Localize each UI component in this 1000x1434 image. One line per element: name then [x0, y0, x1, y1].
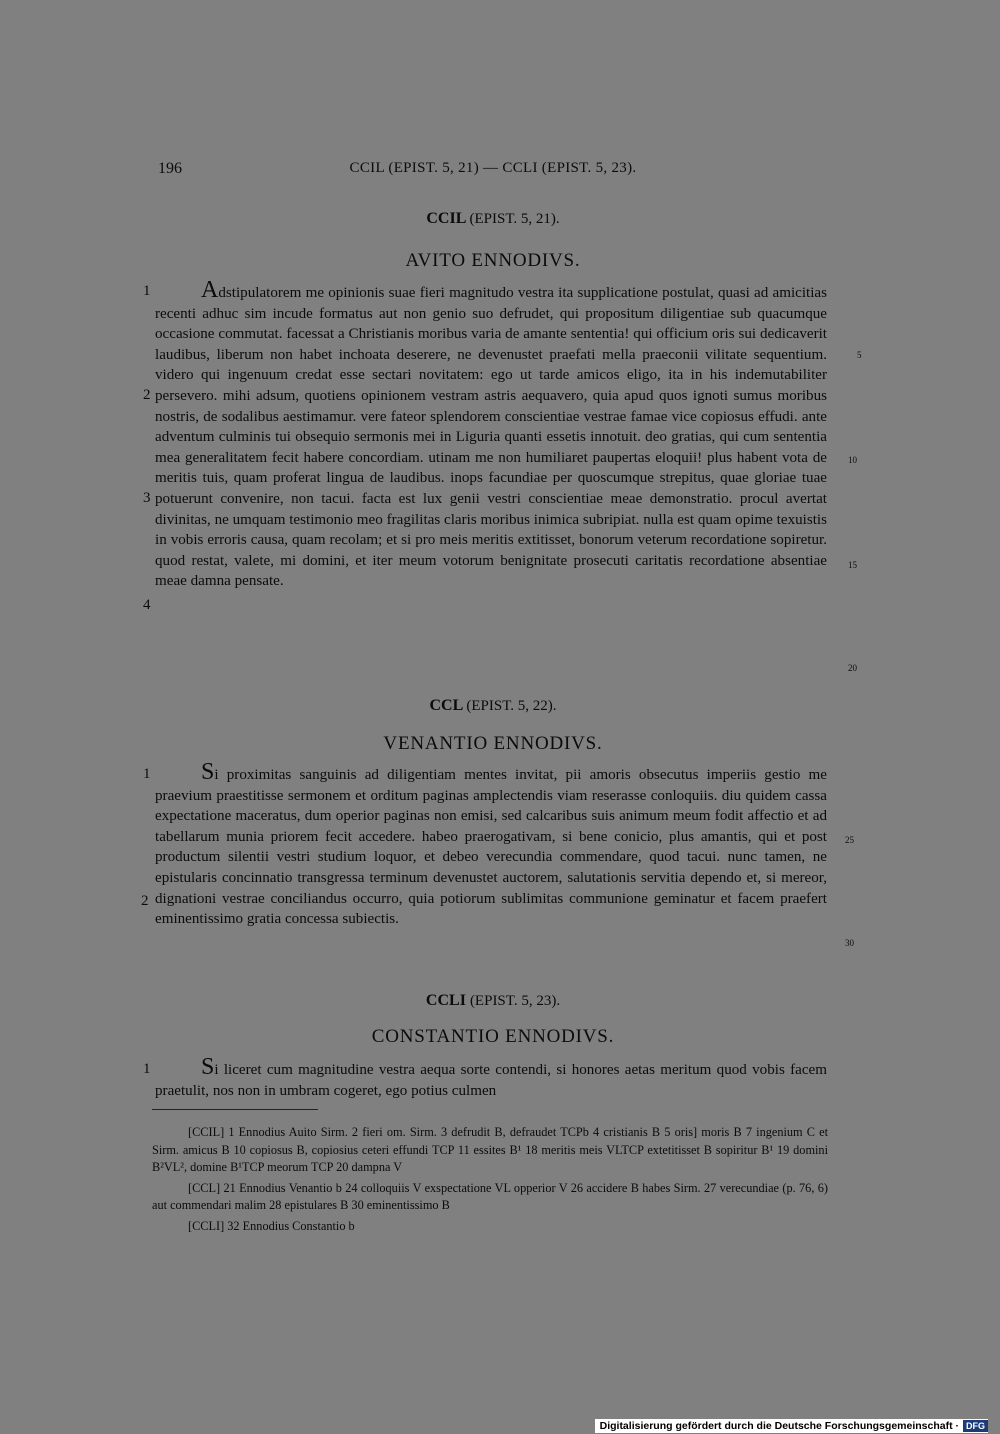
paragraph-marker: 1	[143, 283, 151, 299]
footnotes	[152, 1124, 828, 1235]
section-title: CONSTANTIO ENNODIVS.	[371, 1026, 615, 1047]
running-title: CCIL (EPIST. 5, 21) — CCLI (EPIST. 5, 23).	[349, 160, 637, 176]
page-header	[158, 160, 828, 182]
paragraph-marker: 1	[143, 766, 151, 782]
dfg-logo-icon: DFG	[963, 1420, 988, 1432]
section-number	[158, 992, 828, 1010]
digitization-footer	[595, 1419, 988, 1433]
line-number: 25	[845, 835, 854, 845]
drop-cap: A	[201, 277, 219, 303]
paragraph-marker: 2	[141, 893, 149, 909]
line-number: 20	[848, 663, 857, 673]
footnote-block: [CCLI] 32 Ennodius Constantio b	[188, 1218, 355, 1233]
section-roman: CCIL	[426, 210, 466, 227]
footnote-rule	[152, 1109, 318, 1110]
page-number: 196	[158, 160, 182, 177]
line-number: 10	[848, 455, 857, 465]
letter-text	[155, 1054, 827, 1101]
section-roman: CCL	[429, 697, 463, 714]
drop-cap: S	[201, 1054, 215, 1080]
section-title: VENANTIO ENNODIVS.	[383, 733, 603, 754]
section-number	[158, 697, 828, 715]
drop-cap: S	[201, 759, 215, 785]
letter-body: i liceret cum magnitudine vestra aequa sorte contendi, si honores aetas meritum quod vobis facem praetulit, nos non in umbram cogeret, ego potius culmen	[155, 1062, 827, 1099]
paragraph-marker: 1	[143, 1061, 151, 1077]
section-title: AVITO ENNODIVS.	[405, 250, 581, 271]
section-roman: CCLI	[425, 992, 466, 1009]
letter-body: dstipulatorem me opinionis suae fieri magnitudo vestra ita supplicatione postulat, quasi ad amicitias recenti adhuc sim incude formatus aut non genio suo defrudet, qui propositum diligentiae sub quacumque occasione commutat. facessat a Christianis moribus varia de amante sententia! qui officium oris sui dedicaverit laudibus, liberum non habet inchoata deserere, ne devenustet praefati mella praeconii vilitate sequentium. videro qui ingenuum credat esse sectari novitatem: ego ut tarde amicos eligo, ita in his indemutabiliter persevero. mihi adsum, quotiens opinionem vestram astris aequavero, quia apud quos ignoti sumus moribus nostris, de sodalibus aestimamur. vere fateor splendorem conscientiae vestrae famae vice copiosus effudi. ante adventum culminis tui obsequio sermonis mei in Liguria quanti essetis innotuit. deo gratias, qui cum sententia mea generalitatem fecit habere concordiam. utinam me non humiliaret paupertas eloquii! plus habent vota de meritis tuis, quam proferat lingua de laudibus. inops facundiae per quoscumque strepitus, quae gloriae tuae potuerunt convenire, non tacui. facta est lux genii vestri conscientiae meae demonstratio. procul avertat divinitas, ne umquam testimonio meo fragilitas claris moribus inimica subripiat. nulla est quam opime texuistis in vobis erroris causa, quam recolam; et si pro meis meritis extitisset, bonorum veterum recordatione sopiretur. quod restat, valete, mi domini, et iter meum votorum benignitate prosecuti caritatis recordatione absentiae meae damna pensate.	[155, 285, 827, 590]
letter-body: i proximitas sanguinis ad diligentiam mentes invitat, pii amoris obsecutus imperiis gestio me praevium praestitisse sermonem et orditum paginas amplectendis viam reserasse conloquiis. diu quidem cassa expectatione maceratus, dum operior paginas non emisi, sed calcaribus suis animum meum fodit affectio et ad tabellarum munia priorem fecit accedere. habeo praerogativam, si bene conicio, plus amantis, qui et post productum silentii vestri studium loquor, et debeo verecundia commendare, quod tacui. nunc tamen, ne epistularis concinnatio transgressa terminum devenustet auctorem, salutationis servitia dependo et, si mereor, dignationi vestrae conciliandus occurro, quia potiorum sublimitas communione geminatur et facem praefert eminentissimo gratia concessa subiectis.	[155, 767, 827, 928]
letter-text	[155, 759, 827, 930]
section-epist: (EPIST. 5, 21).	[469, 211, 560, 227]
line-number: 30	[845, 938, 854, 948]
section-epist: (EPIST. 5, 22).	[466, 698, 557, 714]
footnote-block: [CCL] 21 Ennodius Venantio b 24 colloquiis V exspectatione VL opperior V 26 accidere B habes Sirm. 27 verecundiae (p. 76, 6) aut commendari malim 28 epistulares B 30 eminentissimo B	[152, 1180, 828, 1212]
paragraph-marker: 2	[143, 387, 151, 403]
footer-text: Digitalisierung gefördert durch die Deutsche Forschungsgemeinschaft ·	[599, 1420, 959, 1432]
paragraph-marker: 3	[143, 490, 151, 506]
paragraph-marker: 4	[143, 597, 151, 613]
line-number: 5	[857, 350, 862, 360]
section-epist: (EPIST. 5, 23).	[469, 993, 561, 1009]
letter-text	[155, 277, 827, 592]
footnote-block: [CCIL] 1 Ennodius Auito Sirm. 2 fieri om. Sirm. 3 defrudit B, defraudet TCPb 4 cristianis B 5 oris] moris B 7 ingenium C et Sirm. amicus B 10 copiosus B, copiosius ceteri effundi TCP 11 essites B¹ 18 meritis meis VLTCP extetitisset B sopiritur B¹ 19 domini B²VL², domine B¹TCP meorum TCP 20 dampna V	[152, 1125, 828, 1174]
section-number	[158, 210, 828, 228]
line-number: 15	[848, 560, 857, 570]
